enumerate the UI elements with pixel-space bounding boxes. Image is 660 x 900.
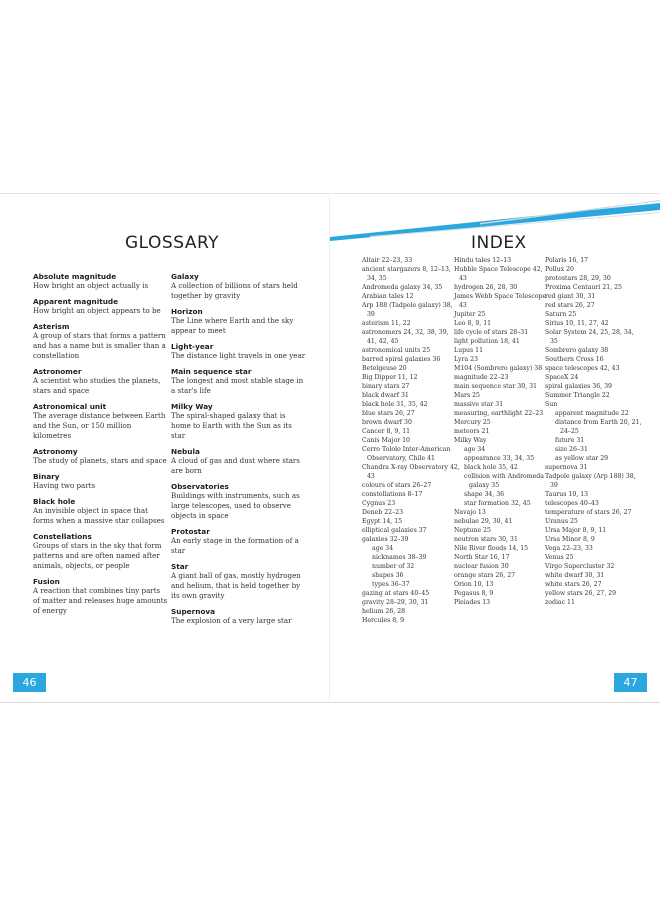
index-subentry: nicknames 38–39 bbox=[372, 554, 427, 561]
index-entry: Hindu tales 12–13 bbox=[454, 257, 512, 264]
index-entry: Cerro Tololo Inter-American Observatory, Chile 41 bbox=[362, 446, 451, 462]
index-entry: Canis Major 10 bbox=[362, 437, 410, 444]
glossary-term: Astronomer bbox=[33, 367, 82, 376]
glossary-definition: The longest and most stable stage in a star's life bbox=[171, 376, 304, 395]
index-entry: Deneb 22–23 bbox=[362, 509, 404, 516]
index-title: INDEX bbox=[471, 233, 527, 253]
glossary-term: Absolute magnitude bbox=[33, 272, 117, 281]
index-entry: Milky Way bbox=[454, 437, 487, 444]
index-entry: Mercury 25 bbox=[454, 419, 491, 426]
index-entry: meteors 21 bbox=[454, 428, 490, 435]
index-entry: colours of stars 26–27 bbox=[362, 482, 432, 489]
glossary-definition: An invisible object in space that forms when a massive star collapses bbox=[33, 506, 165, 525]
index-entry: light pollution 18, 41 bbox=[454, 338, 520, 345]
index-entry: galaxies 32–39 bbox=[362, 536, 409, 543]
glossary-definition: The average distance between Earth and the Sun, or 150 million kilometres bbox=[33, 411, 166, 440]
index-subentry: number of 32 bbox=[372, 563, 415, 570]
glossary-definition: The study of planets, stars and space bbox=[33, 456, 167, 465]
index-entry: Saturn 25 bbox=[545, 311, 577, 318]
index-entry: spiral galaxies 36, 39 bbox=[545, 383, 612, 390]
index-entry: Sombrero galaxy 38 bbox=[545, 347, 609, 354]
glossary-definition: The distance light travels in one year bbox=[171, 351, 306, 360]
index-entry: constellations 8–17 bbox=[362, 491, 423, 498]
index-entry: Solar System 24, 25, 28, 34, 35 bbox=[545, 329, 634, 345]
index-entry: nuclear fusion 30 bbox=[454, 563, 509, 570]
glossary-definition: A reaction that combines tiny parts of matter and releases huge amounts of energy bbox=[33, 586, 168, 615]
index-entry: telescopes 40–43 bbox=[545, 500, 599, 507]
index-entry: Big Dipper 11, 12 bbox=[362, 374, 418, 381]
glossary-term: Light-year bbox=[171, 342, 214, 351]
index-subentry: age 34 bbox=[464, 446, 486, 453]
index-entry: magnitude 22–23 bbox=[454, 374, 509, 381]
index-subentry: types 36–37 bbox=[372, 581, 410, 588]
index-entry: Neptune 25 bbox=[454, 527, 491, 534]
index-entry: gravity 28–29, 30, 31 bbox=[362, 599, 429, 606]
index-subentry: appearance 33, 34, 35 bbox=[464, 455, 535, 462]
index-entry: blue stars 26, 27 bbox=[362, 410, 415, 417]
index-entry: Ursa Major 8, 9, 11 bbox=[545, 527, 607, 534]
index-entry: Altair 22–23, 33 bbox=[362, 257, 413, 264]
glossary-title: GLOSSARY bbox=[125, 233, 220, 253]
index-entry: protostars 28, 29, 30 bbox=[545, 275, 611, 282]
index-entry: gazing at stars 40–45 bbox=[362, 590, 430, 597]
index-entry: black dwarf 31 bbox=[362, 392, 409, 399]
index-entry: M104 (Sombrero galaxy) 38 bbox=[454, 365, 543, 372]
glossary-term: Horizon bbox=[171, 307, 203, 316]
index-entry: Arp 188 (Tadpole galaxy) 38, 39 bbox=[362, 302, 453, 318]
index-entry: red stars 26, 27 bbox=[545, 302, 595, 309]
glossary-term: Apparent magnitude bbox=[33, 297, 119, 306]
index-entry: asterism 11, 22 bbox=[362, 320, 411, 327]
index-entry: James Webb Space Telescope 43 bbox=[454, 293, 547, 309]
index-entry: hydrogen 26, 28, 30 bbox=[454, 284, 518, 291]
index-subentry: age 34 bbox=[372, 545, 394, 552]
index-entry: Chandra X-ray Observatory 42, 43 bbox=[362, 464, 460, 480]
index-entry: Egypt 14, 15 bbox=[362, 518, 403, 525]
index-entry: black hole 31, 35, 42 bbox=[362, 401, 428, 408]
index-subentry: as yellow star 29 bbox=[555, 455, 609, 462]
glossary-term: Astronomical unit bbox=[33, 402, 107, 411]
index-entry: Taurus 10, 13 bbox=[545, 491, 589, 498]
page-number-right: 47 bbox=[614, 673, 647, 692]
glossary-term: Protostar bbox=[171, 527, 210, 536]
index-entry: white stars 26, 27 bbox=[545, 581, 602, 588]
glossary-definition: How bright an object actually is bbox=[33, 281, 149, 290]
index-entry: life cycle of stars 28–31 bbox=[454, 329, 529, 336]
index-entry: measuring, earthlight 22–23 bbox=[454, 410, 544, 417]
index-entry: Mars 25 bbox=[454, 392, 480, 399]
index-entry: Summer Triangle 22 bbox=[545, 392, 610, 399]
index-subentry: size 26–31 bbox=[555, 446, 588, 453]
index-entry: Pegasus 8, 9 bbox=[454, 590, 494, 597]
index-entry: Orion 10, 13 bbox=[454, 581, 494, 588]
index-entry: Uranus 25 bbox=[545, 518, 578, 525]
index-entry: temperature of stars 26, 27 bbox=[545, 509, 632, 516]
index-entry: Andromeda galaxy 34, 35 bbox=[362, 284, 443, 291]
glossary-definition: Having two parts bbox=[33, 481, 96, 490]
glossary-term: Nebula bbox=[171, 447, 200, 456]
index-entry: Lupus 11 bbox=[454, 347, 484, 354]
glossary-definition: A collection of billions of stars held together by gravity bbox=[171, 281, 298, 300]
index-subentry: black hole 35, 42 bbox=[464, 464, 518, 471]
index-entry: Vega 22–23, 33 bbox=[545, 545, 593, 552]
glossary-term: Asterism bbox=[33, 322, 70, 331]
glossary-column-2 bbox=[171, 272, 306, 632]
index-entry: red giant 30, 31 bbox=[545, 293, 596, 300]
book-gutter bbox=[329, 193, 330, 701]
index-entry: Proxima Centauri 21, 25 bbox=[545, 284, 622, 291]
index-subentry: shapes 36 bbox=[372, 572, 404, 579]
glossary-definition: The explosion of a very large star bbox=[171, 616, 292, 625]
glossary-definition: An early stage in the formation of a star bbox=[171, 536, 299, 555]
index-entry: Sun bbox=[545, 401, 558, 408]
index-entry: North Star 16, 17 bbox=[454, 554, 510, 561]
index-subentry: collision with Andromeda galaxy 35 bbox=[464, 473, 544, 489]
glossary-term: Galaxy bbox=[171, 272, 199, 281]
index-subentry: shape 34, 36 bbox=[464, 491, 505, 498]
index-entry: zodiac 11 bbox=[545, 599, 575, 606]
index-entry: Arabian tales 12 bbox=[362, 293, 414, 300]
index-entry: Southern Cross 16 bbox=[545, 356, 604, 363]
glossary-column-1 bbox=[33, 272, 168, 622]
index-column-2 bbox=[454, 256, 552, 607]
index-entry: Hercules 8, 9 bbox=[362, 617, 405, 624]
page-number-left: 46 bbox=[13, 673, 46, 692]
index-entry: Ursa Minor 8, 9 bbox=[545, 536, 595, 543]
index-entry: Pollux 20 bbox=[545, 266, 574, 273]
index-subentry: future 31 bbox=[555, 437, 585, 444]
index-column-3 bbox=[545, 256, 643, 607]
index-entry: neutron stars 30, 31 bbox=[454, 536, 518, 543]
glossary-term: Star bbox=[171, 562, 189, 571]
index-entry: SpaceX 24 bbox=[545, 374, 579, 381]
glossary-term: Black hole bbox=[33, 497, 76, 506]
glossary-term: Main sequence star bbox=[171, 367, 252, 376]
glossary-definition: The Line where Earth and the sky appear to meet bbox=[171, 316, 294, 335]
glossary-term: Binary bbox=[33, 472, 60, 481]
index-subentry: apparent magnitude 22 bbox=[555, 410, 629, 417]
glossary-term: Observatories bbox=[171, 482, 229, 491]
index-entry: barred spiral galaxies 36 bbox=[362, 356, 441, 363]
index-entry: main sequence star 30, 31 bbox=[454, 383, 537, 390]
index-entry: Leo 8, 9, 11 bbox=[454, 320, 492, 327]
index-entry: nebulae 29, 30, 41 bbox=[454, 518, 513, 525]
index-entry: Jupiter 25 bbox=[454, 311, 486, 318]
index-entry: Pleiades 13 bbox=[454, 599, 491, 606]
glossary-term: Milky Way bbox=[171, 402, 213, 411]
index-entry: Lyra 23 bbox=[454, 356, 478, 363]
index-entry: astronomical units 25 bbox=[362, 347, 431, 354]
index-entry: Venus 25 bbox=[545, 554, 574, 561]
index-entry: Sirius 10, 11, 27, 42 bbox=[545, 320, 609, 327]
index-entry: Tadpole galaxy (Arp 188) 38, 39 bbox=[545, 473, 636, 489]
index-entry: binary stars 27 bbox=[362, 383, 410, 390]
index-entry: white dwarf 30, 31 bbox=[545, 572, 605, 579]
index-entry: ancient stargazers 8, 12–13, 34, 35 bbox=[362, 266, 451, 282]
index-subentry: distance from Earth 20, 21, 24–25 bbox=[555, 419, 642, 435]
index-column-1 bbox=[362, 256, 460, 625]
index-entry: supernova 31 bbox=[545, 464, 588, 471]
index-subentry: star formation 32, 45 bbox=[464, 500, 531, 507]
glossary-definition: A group of stars that forms a pattern and has a name but is smaller than a constellation bbox=[33, 331, 166, 360]
glossary-definition: A giant ball of gas, mostly hydrogen and helium, that is held together by its own gravity bbox=[171, 571, 301, 600]
index-entry: Cygnus 23 bbox=[362, 500, 396, 507]
index-entry: massive star 31 bbox=[454, 401, 504, 408]
glossary-definition: The spiral-shaped galaxy that is home to Earth with the Sun as its star bbox=[171, 411, 292, 440]
index-entry: helium 26, 28 bbox=[362, 608, 406, 615]
index-entry: orange stars 26, 27 bbox=[454, 572, 516, 579]
index-entry: Nile River floods 14, 15 bbox=[454, 545, 529, 552]
index-entry: Navajo 13 bbox=[454, 509, 486, 516]
index-entry: yellow stars 26, 27, 29 bbox=[545, 590, 617, 597]
glossary-term: Supernova bbox=[171, 607, 216, 616]
glossary-definition: How bright an object appears to be bbox=[33, 306, 161, 315]
glossary-definition: Buildings with instruments, such as large telescopes, used to observe objects in space bbox=[171, 491, 300, 520]
index-entry: Cancer 8, 9, 11 bbox=[362, 428, 411, 435]
index-entry: astronomers 24, 32, 38, 39, 41, 42, 45 bbox=[362, 329, 449, 345]
glossary-definition: Groups of stars in the sky that form patterns and are often named after animals, objects, or people bbox=[33, 541, 162, 570]
glossary-term: Astronomy bbox=[33, 447, 78, 456]
index-entry: space telescopes 42, 43 bbox=[545, 365, 620, 372]
glossary-term: Fusion bbox=[33, 577, 60, 586]
index-entry: Polaris 16, 17 bbox=[545, 257, 589, 264]
index-entry: elliptical galaxies 37 bbox=[362, 527, 427, 534]
glossary-definition: A cloud of gas and dust where stars are born bbox=[171, 456, 300, 475]
index-entry: Betelgeuse 20 bbox=[362, 365, 407, 372]
glossary-term: Constellations bbox=[33, 532, 92, 541]
index-entry: brown dwarf 30 bbox=[362, 419, 412, 426]
glossary-definition: A scientist who studies the planets, stars and space bbox=[33, 376, 161, 395]
index-entry: Hubble Space Telescope 42, 43 bbox=[454, 266, 543, 282]
index-entry: Virgo Supercluster 32 bbox=[545, 563, 615, 570]
